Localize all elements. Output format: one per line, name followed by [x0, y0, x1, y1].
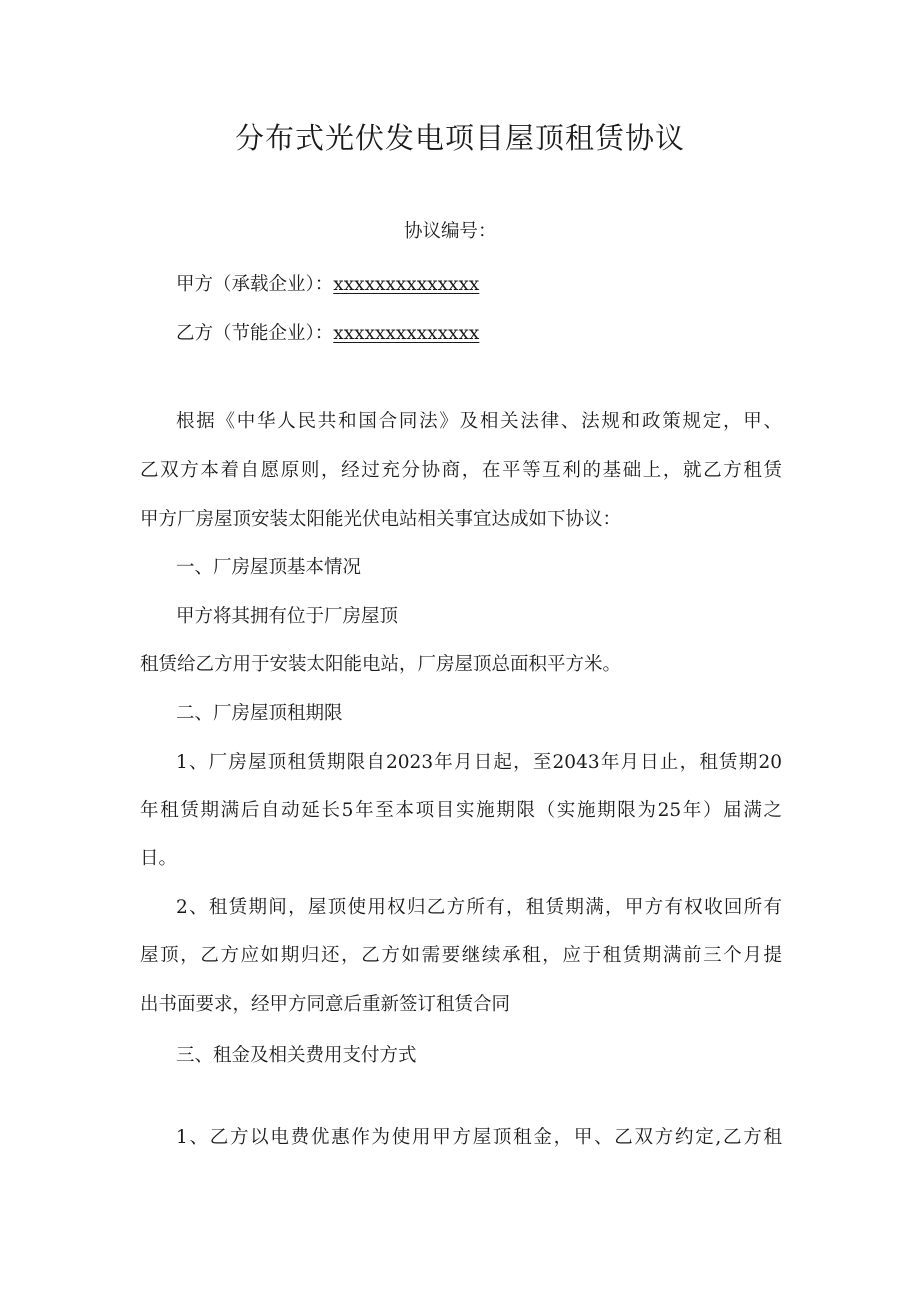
section-2-item-1-line-2: 年租赁期满后自动延长5年至本项目实施期限（实施期限为25年）届满之 — [140, 800, 782, 821]
section-1-heading: 一、厂房屋顶基本情况 — [176, 557, 362, 578]
section-2-item-1-line-3: 日。 — [140, 848, 178, 869]
section-2-item-2-line-1: 2、租赁期间，屋顶使用权归乙方所有，租赁期满，甲方有权收回所有 — [176, 897, 782, 918]
section-2-item-1-line-1: 1、厂房屋顶租赁期限自2023年月日起，至2043年月日止，租赁期20 — [176, 752, 782, 773]
party-b-label: 乙方（节能企业）： — [176, 323, 334, 344]
intro-line-3: 甲方厂房屋顶安装太阳能光伏电站相关事宜达成如下协议： — [140, 509, 622, 530]
section-2-item-2-line-2: 屋顶，乙方应如期归还，乙方如需要继续承租，应于租赁期满前三个月提 — [140, 945, 782, 966]
section-2-item-2-line-3: 出书面要求，经甲方同意后重新签订租赁合同 — [140, 994, 511, 1015]
document-title: 分布式光伏发电项目屋顶租赁协议 — [234, 121, 685, 155]
agreement-number-label: 协议编号： — [404, 221, 497, 242]
intro-line-2: 乙双方本着自愿原则，经过充分协商，在平等互利的基础上，就乙方租赁 — [140, 460, 782, 481]
section-3-heading: 三、租金及相关费用支付方式 — [176, 1045, 417, 1066]
intro-line-1: 根据《中华人民共和国合同法》及相关法律、法规和政策规定，甲、 — [176, 411, 782, 432]
party-b-value: xxxxxxxxxxxxxx — [333, 323, 480, 344]
section-1-line-1: 甲方将其拥有位于厂房屋顶 — [176, 606, 399, 627]
party-a-row — [176, 272, 479, 298]
party-b-row — [176, 321, 479, 347]
section-3-item-1-line-1: 1、乙方以电费优惠作为使用甲方屋顶租金，甲、乙双方约定,乙方租 — [176, 1127, 782, 1148]
section-2-heading: 二、厂房屋顶租期限 — [176, 703, 343, 724]
party-a-label: 甲方（承载企业）： — [176, 274, 334, 295]
section-1-line-2: 租赁给乙方用于安装太阳能电站，厂房屋顶总面积平方米。 — [140, 654, 622, 675]
party-a-value: xxxxxxxxxxxxxx — [333, 274, 480, 295]
